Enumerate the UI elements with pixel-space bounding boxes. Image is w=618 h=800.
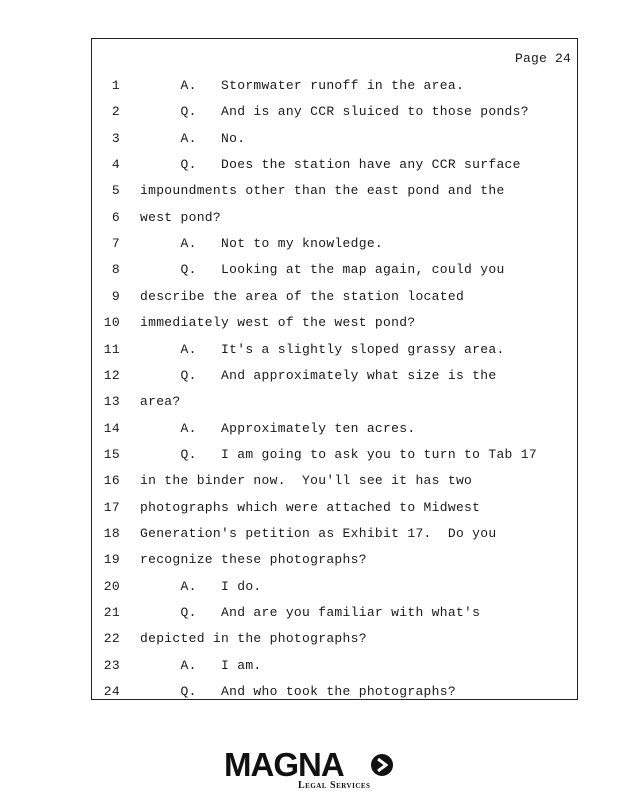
line-text: A. Stormwater runoff in the area.	[140, 78, 465, 93]
line-text: describe the area of the station located	[140, 288, 465, 304]
line-number: 7	[111, 236, 120, 252]
line-number: 13	[103, 394, 120, 410]
arrow-right-circle-icon	[371, 754, 393, 776]
line-number: 22	[103, 631, 120, 647]
line-text: Q. And who took the photographs?	[140, 684, 456, 700]
line-number: 8	[111, 262, 120, 278]
line-number: 3	[111, 130, 120, 146]
line-text: Q. And are you familiar with what's	[140, 605, 481, 620]
line-text: A. I am.	[140, 657, 262, 673]
logo-wordmark: MAGNA	[224, 746, 344, 783]
line-number: 18	[103, 525, 120, 541]
line-text: Q. And approximately what size is the	[140, 367, 497, 383]
line-text: immediately west of the west pond?	[140, 315, 416, 331]
line-number: 20	[103, 578, 120, 594]
line-text: A. It's a slightly sloped grassy area.	[140, 341, 505, 357]
line-number: 23	[103, 657, 120, 673]
line-text: A. I do.	[140, 578, 262, 594]
line-text: A. No.	[140, 130, 246, 146]
line-number: 16	[103, 473, 120, 489]
line-number: 6	[111, 209, 120, 225]
line-number: 21	[103, 605, 120, 620]
line-number: 12	[103, 367, 120, 383]
line-text: Q. Looking at the map again, could you	[140, 262, 505, 278]
magna-logo	[224, 747, 396, 793]
line-text: photographs which were attached to Midwest	[140, 499, 481, 515]
line-text: impoundments other than the east pond and the	[140, 183, 505, 199]
line-number: 5	[111, 183, 120, 199]
line-number: 15	[103, 446, 120, 462]
line-number: 17	[103, 499, 120, 515]
line-number: 10	[103, 315, 120, 331]
line-text: area?	[140, 394, 181, 410]
line-text: Q. And is any CCR sluiced to those ponds?	[140, 104, 529, 120]
line-text: west pond?	[140, 209, 222, 225]
line-number: 2	[111, 104, 120, 120]
page-number: Page 24	[514, 51, 571, 66]
line-number: 24	[103, 684, 120, 700]
line-number: 11	[103, 341, 120, 357]
line-text: A. Approximately ten acres.	[140, 420, 416, 436]
line-text: recognize these photographs?	[140, 552, 367, 568]
line-number: 4	[111, 157, 120, 173]
line-text: Q. Does the station have any CCR surface	[140, 157, 521, 173]
line-text: depicted in the photographs?	[140, 631, 367, 647]
line-number: 9	[111, 288, 120, 304]
logo-subtitle: Legal Services	[298, 780, 371, 791]
line-text: Q. I am going to ask you to turn to Tab 17	[140, 446, 537, 462]
line-text: A. Not to my knowledge.	[140, 236, 384, 252]
line-number: 14	[103, 420, 120, 436]
line-number: 19	[103, 552, 120, 568]
transcript-page	[91, 38, 578, 700]
line-text: Generation's petition as Exhibit 17. Do you	[140, 525, 497, 541]
line-text: in the binder now. You'll see it has two	[140, 473, 473, 489]
line-number: 1	[111, 78, 120, 93]
